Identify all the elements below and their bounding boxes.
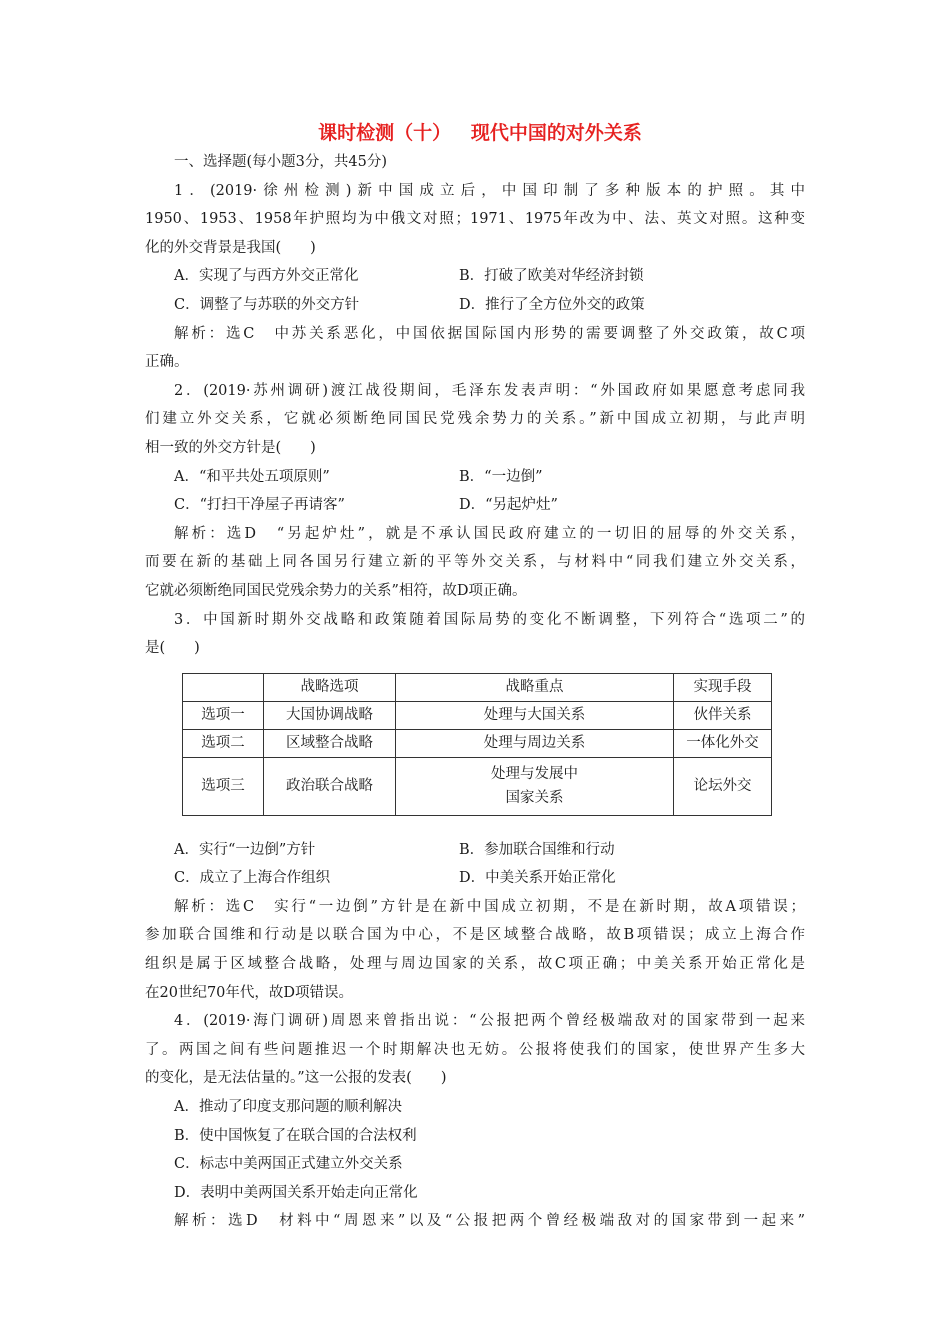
table-cell-multiline — [396, 757, 674, 815]
option-b: B．使中国恢复了在联合国的合法权利 — [174, 1127, 417, 1144]
table-cell: 大国协调战略 — [264, 701, 396, 729]
option-d: D．“另起炉灶” — [459, 497, 558, 514]
table-cell: 论坛外交 — [674, 757, 772, 815]
analysis-line: 在20世纪70年代，故D项错误。 — [145, 984, 354, 1001]
question-text-line: 了。两国之间有些问题推迟一个时期解决也无妨。公报将使我们的国家，使世界产生多大 — [145, 1041, 805, 1058]
option-b: B．“一边倒” — [459, 468, 543, 485]
question-1 — [145, 177, 805, 377]
option-b: B．打破了欧美对华经济封锁 — [459, 268, 644, 285]
analysis-line: 参加联合国维和行动是以联合国为中心，不是区域整合战略，故B项错误；成立上海合作 — [145, 927, 805, 944]
table-cell: 政治联合战略 — [264, 757, 396, 815]
table-cell: 一体化外交 — [674, 729, 772, 757]
question-text-line: 的变化，是无法估量的。”这一公报的发表( ) — [145, 1070, 447, 1087]
question-text-line: 1．(2019·徐州检测)新中国成立后，中国印制了多种版本的护照。其中 — [174, 182, 805, 199]
table-cell: 伙伴关系 — [674, 701, 772, 729]
option-c: C．调整了与苏联的外交方针 — [174, 296, 360, 313]
table-header-cell: 战略选项 — [264, 673, 396, 701]
question-text-line: 1950、1953、1958年护照均为中俄文对照；1971、1975年改为中、法、英文对照。这种变 — [145, 211, 805, 228]
question-text-line: 相一致的外交方针是( ) — [145, 439, 316, 456]
option-a: A．推动了印度支那问题的顺利解决 — [174, 1099, 402, 1116]
question-text-line: 3．中国新时期外交战略和政策随着国际局势的变化不断调整，下列符合“选项二”的 — [174, 611, 805, 628]
option-c: C．“打扫干净屋子再请客” — [174, 497, 345, 514]
option-row — [145, 864, 805, 893]
option-b: B．参加联合国维和行动 — [459, 841, 615, 858]
analysis-line: 正确。 — [145, 354, 189, 371]
table-row — [183, 729, 772, 757]
table-cell: 区域整合战略 — [264, 729, 396, 757]
table-header-cell: 实现手段 — [674, 673, 772, 701]
question-text-line: 4．(2019·海门调研)周恩来曾指出说：“公报把两个曾经极端敌对的国家带到一起来 — [174, 1013, 805, 1030]
strategy-table — [182, 673, 772, 816]
analysis-line: 而要在新的基础上同各国另行建立新的平等外交关系，与材料中“同我们建立外交关系， — [145, 554, 805, 571]
analysis-line: 解析：选D “另起炉灶”，就是不承认国民政府建立的一切旧的屈辱的外交关系， — [174, 525, 805, 542]
analysis-line: 解析：选D 材料中“周恩来”以及“公报把两个曾经极端敌对的国家带到一起来” — [174, 1213, 805, 1230]
analysis-line: 解析：选C 实行“一边倒”方针是在新中国成立初期，不是在新时期，故A项错误； — [174, 898, 805, 915]
section-heading: 一、选择题(每小题3分，共45分) — [174, 154, 387, 170]
option-row — [145, 463, 805, 492]
analysis-line: 解析：选C 中苏关系恶化，中国依据国际国内形势的需要调整了外交政策，故C项 — [174, 325, 805, 342]
option-d: D．表明中美两国关系开始走向正常化 — [174, 1184, 418, 1201]
option-a: A．“和平共处五项原则” — [174, 468, 330, 485]
table-header-cell: 战略重点 — [396, 673, 674, 701]
question-3 — [145, 606, 805, 1008]
table-header-row — [183, 673, 772, 701]
option-c: C．成立了上海合作组织 — [174, 870, 331, 887]
table-cell: 选项二 — [183, 729, 264, 757]
question-text-line: 们建立外交关系，它就必须断绝同国民党残余势力的关系。”新中国成立初期，与此声明 — [145, 411, 805, 428]
table-cell-line: 处理与发展中 — [491, 766, 578, 783]
question-text-line: 化的外交背景是我国( ) — [145, 239, 316, 256]
table-cell-line: 国家关系 — [505, 790, 564, 807]
table-row — [183, 757, 772, 815]
option-row — [145, 836, 805, 865]
table-cell: 选项三 — [183, 757, 264, 815]
question-text-line: 2．(2019·苏州调研)渡江战役期间，毛泽东发表声明：“外国政府如果愿意考虑同我 — [174, 382, 805, 399]
table-header-cell — [183, 673, 264, 701]
question-4 — [145, 1007, 805, 1236]
table-cell: 处理与大国关系 — [396, 701, 674, 729]
question-2 — [145, 377, 805, 606]
option-row — [145, 291, 805, 320]
option-c: C．标志中美两国正式建立外交关系 — [174, 1156, 403, 1173]
option-a: A．实现了与西方外交正常化 — [174, 268, 359, 285]
document-page — [145, 118, 805, 1236]
option-row — [145, 262, 805, 291]
analysis-line: 组织是属于区域整合战略，处理与周边国家的关系，故C项正确；中美关系开始正常化是 — [145, 956, 805, 973]
option-row — [145, 491, 805, 520]
table-cell: 处理与周边关系 — [396, 729, 674, 757]
table-row — [183, 701, 772, 729]
option-a: A．实行“一边倒”方针 — [174, 841, 316, 858]
question-text-line: 是( ) — [145, 640, 200, 657]
analysis-line: 它就必须断绝同国民党残余势力的关系”相符，故D项正确。 — [145, 582, 527, 599]
page-title: 课时检测（十） 现代中国的对外关系 — [318, 122, 642, 144]
table-cell: 选项一 — [183, 701, 264, 729]
option-d: D．中美关系开始正常化 — [459, 870, 616, 887]
option-d: D．推行了全方位外交的政策 — [459, 296, 645, 313]
